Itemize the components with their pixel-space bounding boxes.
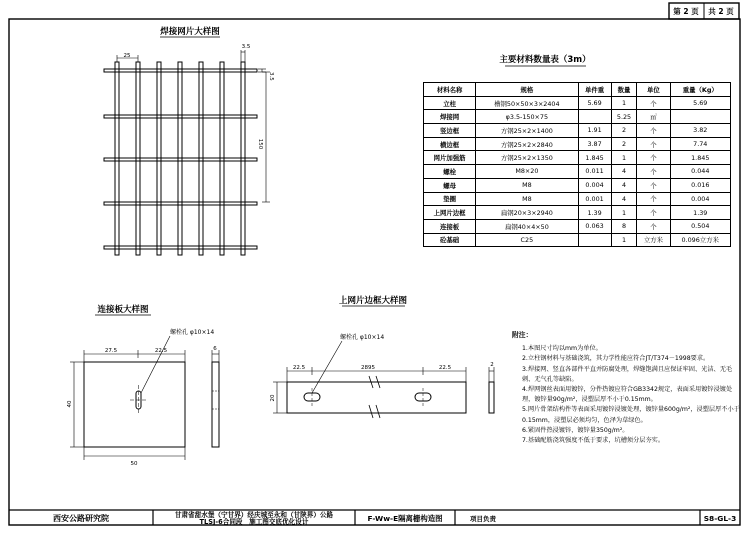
cell: 7.74 (670, 137, 731, 151)
mesh-title: 焊接网片大样图 (160, 27, 220, 37)
col-quantity: 数量 (611, 83, 637, 97)
cell: 个 (637, 206, 670, 220)
connector-dim-27.5: 27.5 (104, 348, 118, 354)
note-line: 1.本图尺寸均以mm为单位。 (522, 345, 602, 353)
note-line: 4.焊网钢丝表面用镀锌，分件热镀应符合GB3342规定，表面采用镀锌浸镀处理，镀锌量90g/m²，浸塑层厚不小于0.15mm。 (522, 386, 733, 404)
frame-dim-2895: 2895 (361, 365, 375, 371)
col-weight: 重量（Kg） (670, 83, 731, 97)
cell: 立方米 (637, 233, 670, 247)
table-row (424, 192, 731, 206)
welded-mesh-drawing (104, 62, 257, 255)
cell: 8 (611, 219, 637, 233)
page-number: 第 2 页 (673, 7, 699, 16)
materials-title: 主要材料数量表（3m） (499, 55, 591, 65)
drawing-name: F-Ww-E隔离栅构造图 (367, 514, 443, 523)
upper-frame-drawing (287, 341, 494, 418)
frame-hole-label: 螺栓孔 φ10×14 (340, 334, 385, 341)
upper-frame-title: 上网片边框大样图 (338, 296, 408, 306)
cell: 1.845 (670, 151, 731, 165)
mesh-dim-3.5-top: 3.5 (241, 44, 251, 50)
note-line: 3.焊接网、竖直各部件平直并防腐处理，焊缝饱满且应保证牢固、光洁、无毛刺、无气孔等缺陷。 (522, 365, 733, 383)
cell: 方钢25×2×2840 (476, 137, 578, 151)
table-row (424, 96, 731, 110)
cell: 0.004 (670, 192, 731, 206)
cell: 个 (637, 219, 670, 233)
cell: 0.044 (670, 165, 731, 179)
title-block-footer: 项目负责 (470, 515, 496, 523)
cell: 扁钢20×3×2940 (476, 206, 578, 220)
cell: 1 (611, 233, 637, 247)
cell: ㎡ (637, 110, 670, 124)
project-line-1: 甘肃省甜水堡（宁甘界）经庆城至永和（甘陕界）公路 (174, 511, 334, 519)
cell: 0.001 (578, 192, 611, 206)
note-line: 5.网片骨架结构件等表面采用镀锌浸镀处理，镀锌量600g/m²，浸塑层厚不小于0.15mm，浸塑层必须均匀，色泽为草绿色。 (522, 406, 740, 424)
cell: 4 (611, 178, 637, 192)
cell: 1 (611, 96, 637, 110)
cell: 1.845 (578, 151, 611, 165)
note-line: 7.基础配筋浇筑强度不低于要求，坑槽须分层夯实。 (522, 437, 665, 445)
table-row (424, 165, 731, 179)
cell: M8 (476, 178, 578, 192)
cell: 个 (637, 165, 670, 179)
drawing-number: S8-GL-3 (703, 514, 737, 523)
col-unit: 单位 (637, 83, 670, 97)
cell: 网片加强筋 (424, 151, 476, 165)
notes-title: 附注： (512, 331, 533, 339)
cell: 槽钢50×50×3×2404 (476, 96, 578, 110)
cell: 个 (637, 124, 670, 138)
cell: 1 (611, 151, 637, 165)
cell: 焊接网 (424, 110, 476, 124)
note-line: 2.立柱钢材料与基础浇筑，其力学性能应符合JT/T374－1998要求。 (522, 355, 710, 363)
cell: 0.004 (578, 178, 611, 192)
cell: 螺母 (424, 178, 476, 192)
cell: 个 (637, 96, 670, 110)
col-material-name: 材料名称 (424, 83, 476, 97)
cell: M8×20 (476, 165, 578, 179)
cell: 4 (611, 192, 637, 206)
cell: 个 (637, 137, 670, 151)
frame-dim-2: 2 (490, 362, 494, 368)
table-row (424, 151, 731, 165)
table-row (424, 124, 731, 138)
institute-name: 西安公路研究院 (53, 514, 109, 523)
col-spec: 规格 (476, 83, 578, 97)
cell: φ3.5-150×75 (476, 110, 578, 124)
cell (578, 110, 611, 124)
cell: 5.69 (578, 96, 611, 110)
cell: 3.82 (670, 124, 731, 138)
connector-hole-label: 螺栓孔 φ10×14 (170, 329, 215, 336)
table-row (424, 219, 731, 233)
cell: C25 (476, 233, 578, 247)
cell: 1.91 (578, 124, 611, 138)
connector-dim-40: 40 (67, 400, 73, 408)
connector-dim-50: 50 (130, 461, 138, 467)
cell: 横边框 (424, 137, 476, 151)
cell: 方钢25×2×1350 (476, 151, 578, 165)
cell: 竖边框 (424, 124, 476, 138)
table-row (424, 137, 731, 151)
table-row (424, 178, 731, 192)
cell: 上网片边框 (424, 206, 476, 220)
cell: 个 (637, 192, 670, 206)
cell: 螺栓 (424, 165, 476, 179)
cell: 2 (611, 124, 637, 138)
table-row (424, 233, 731, 247)
mesh-dim-25: 25 (123, 53, 131, 59)
table-row (424, 206, 731, 220)
cell: 个 (637, 151, 670, 165)
connector-dim-6: 6 (213, 346, 217, 352)
cell: 3.87 (578, 137, 611, 151)
cell: 扁钢40×4×50 (476, 219, 578, 233)
cell: 1.39 (578, 206, 611, 220)
cell: 0.504 (670, 219, 731, 233)
cell: 垫圈 (424, 192, 476, 206)
cell: 4 (611, 165, 637, 179)
cell: 砼基础 (424, 233, 476, 247)
page-total: 共 2 页 (708, 7, 734, 16)
mesh-dim-150: 150 (257, 138, 263, 150)
cell: 0.063 (578, 219, 611, 233)
col-unit-weight: 单件重 (578, 83, 611, 97)
cell: 0.016 (670, 178, 731, 192)
cell: 1 (611, 206, 637, 220)
connector-dimensions (70, 350, 219, 460)
cell: 5.69 (670, 96, 731, 110)
notes-block (512, 330, 742, 446)
cell: 方钢25×2×1400 (476, 124, 578, 138)
cell: 连接板 (424, 219, 476, 233)
cell: M8 (476, 192, 578, 206)
cell (578, 233, 611, 247)
materials-table (423, 82, 731, 247)
cell: 1.39 (670, 206, 731, 220)
cell: 个 (637, 178, 670, 192)
table-row (424, 110, 731, 124)
cell: 0.011 (578, 165, 611, 179)
cell: 0.096立方米 (670, 233, 731, 247)
cell: 立柱 (424, 96, 476, 110)
note-line: 6.紧固件热浸镀锌，镀锌量350g/m²。 (522, 426, 629, 434)
frame-dim-22.5-left: 22.5 (292, 365, 306, 371)
cell: 5.25 (611, 110, 637, 124)
connector-title: 连接板大样图 (97, 305, 149, 315)
frame-dim-20: 20 (270, 394, 276, 402)
upper-frame-dimensions (273, 367, 494, 413)
frame-dim-22.5-right: 22.5 (438, 365, 452, 371)
table-header-row (424, 83, 731, 97)
cell: 2 (611, 137, 637, 151)
mesh-dim-3.5-side: 3.5 (268, 72, 274, 81)
project-line-2: TLSJ-6合同段 施工图交底优化设计 (199, 518, 309, 526)
connector-dim-22.5: 22.5 (154, 348, 168, 354)
cell (670, 110, 731, 124)
